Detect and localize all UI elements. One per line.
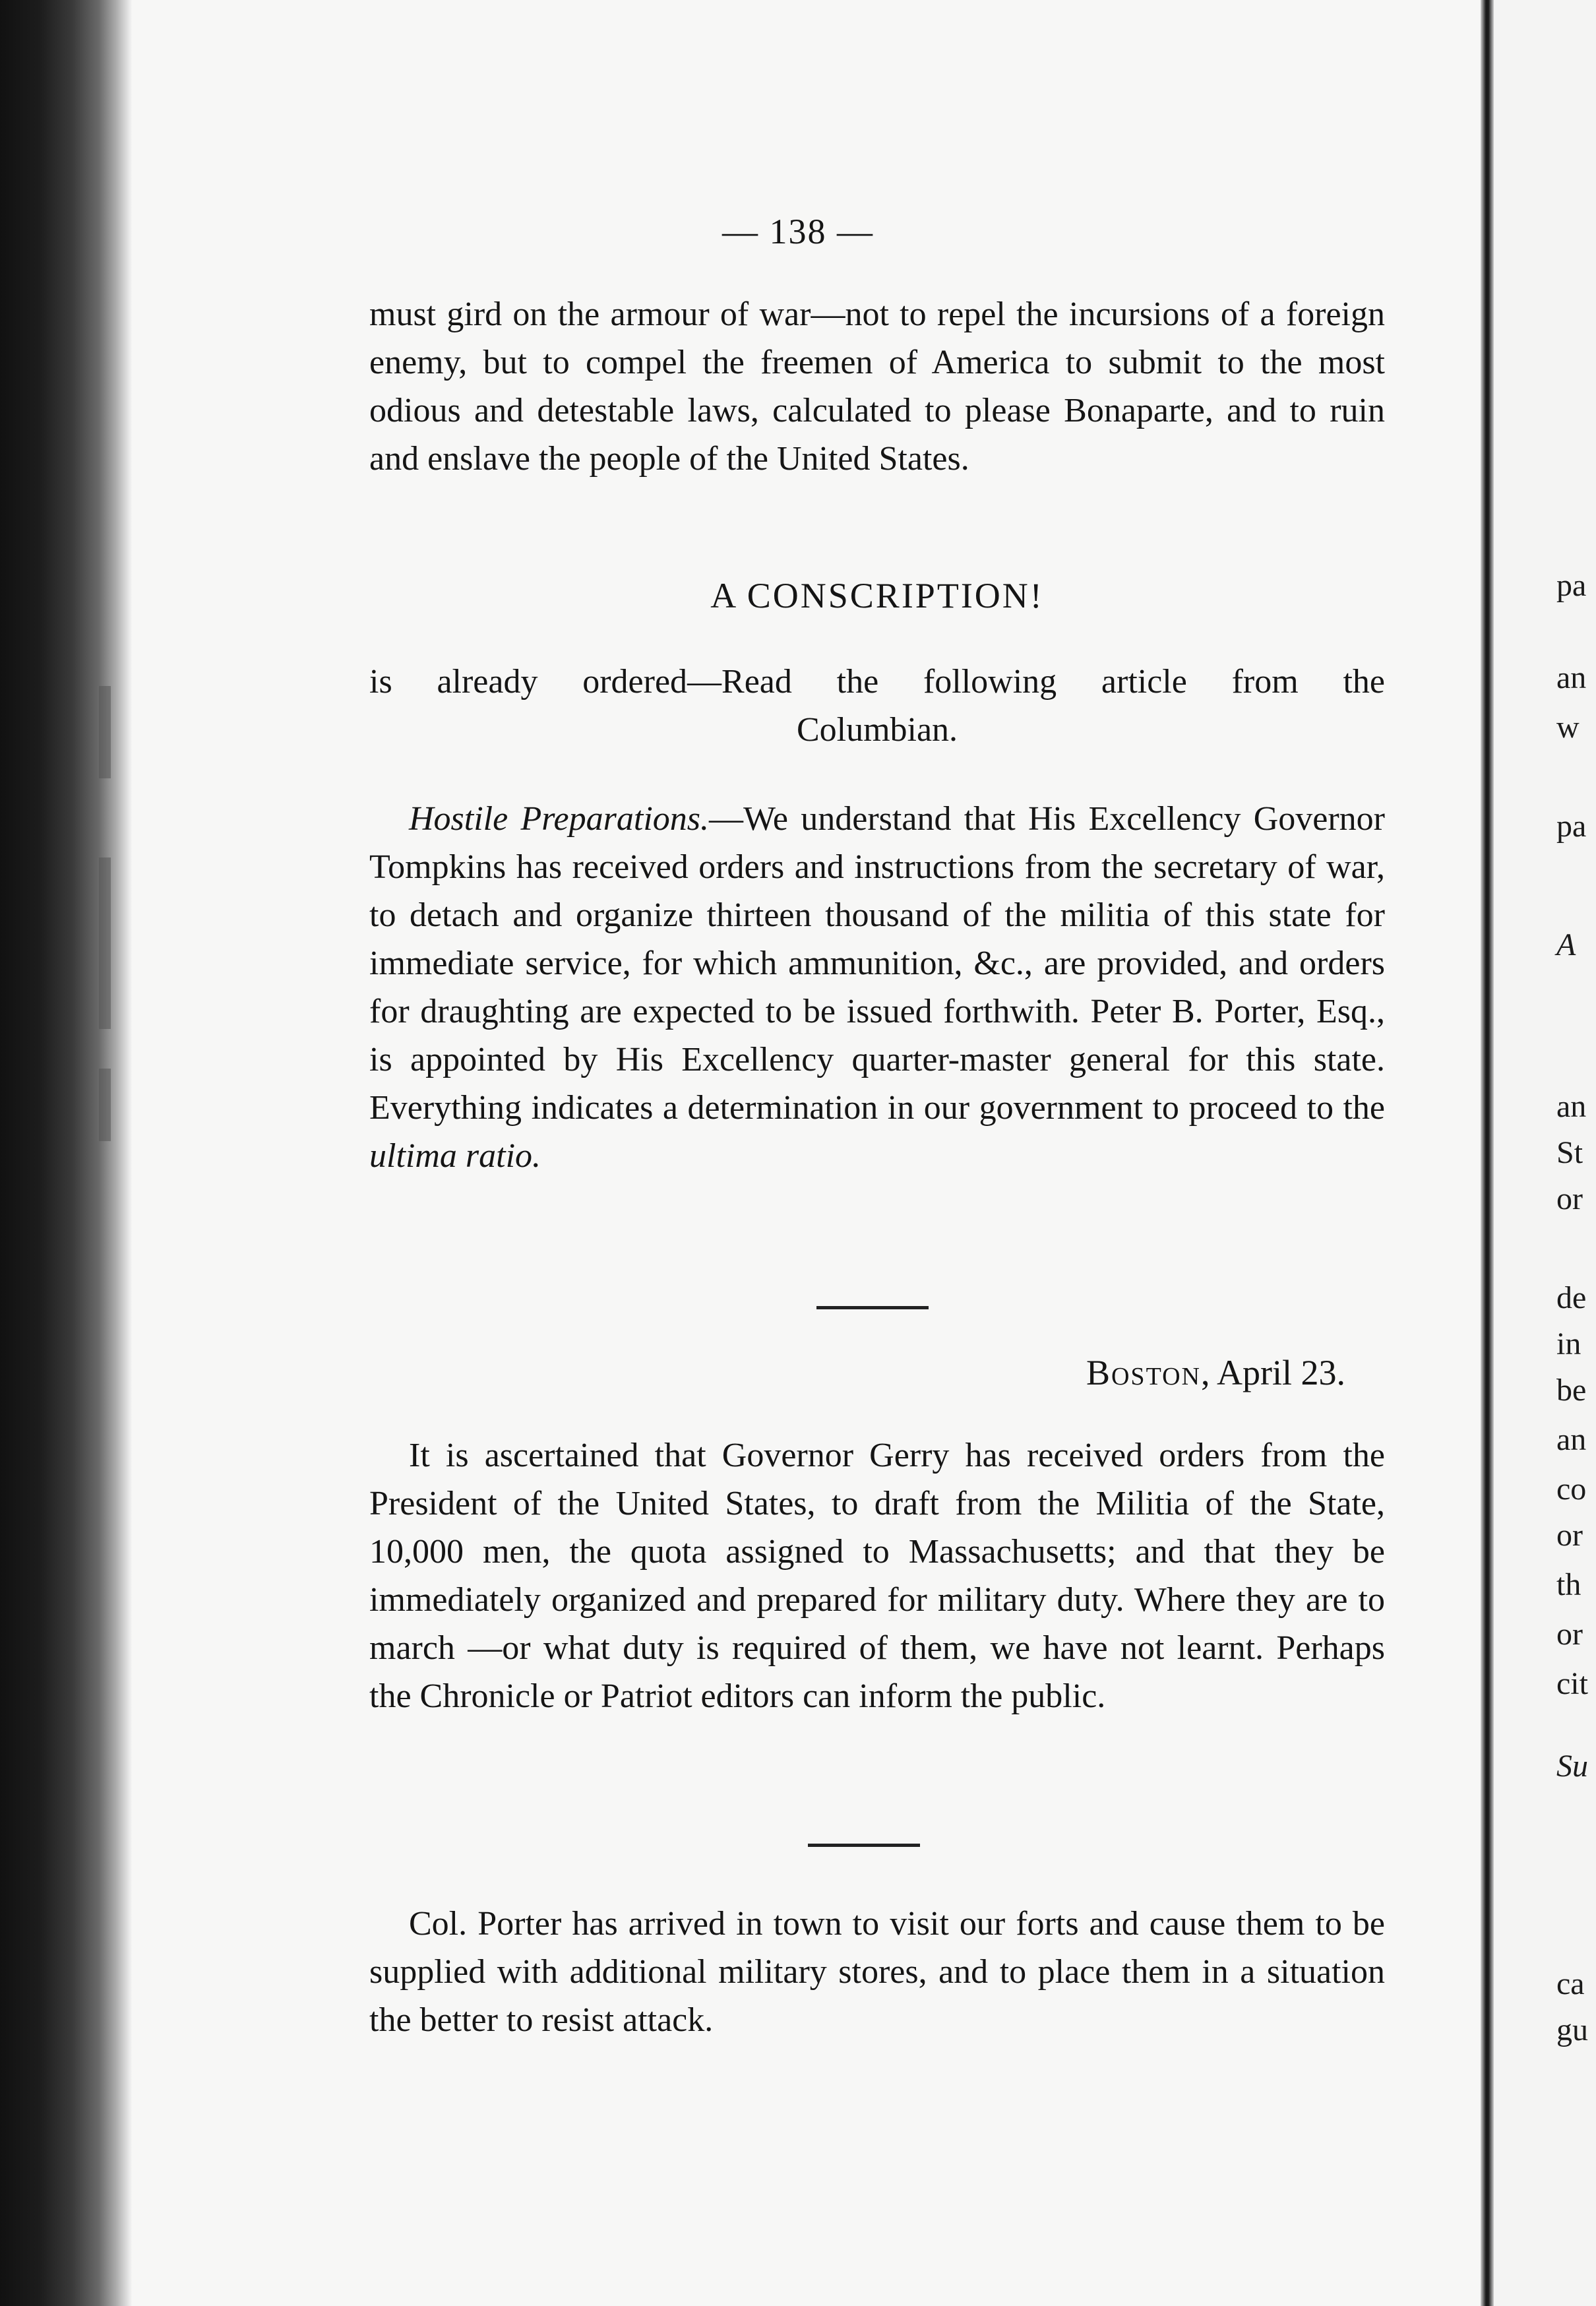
spine-mark bbox=[99, 1069, 111, 1141]
article-title: Hostile Preparations. bbox=[409, 800, 710, 838]
section-rule bbox=[816, 1306, 929, 1309]
page-number: — 138 — bbox=[722, 212, 874, 251]
next-page-fragment: w bbox=[1556, 710, 1580, 745]
next-page-fragment: pa bbox=[1556, 809, 1587, 844]
article-closing: ultima ratio. bbox=[369, 1137, 541, 1175]
next-page-fragment: pa bbox=[1556, 568, 1587, 603]
article-body: —We understand that His Excellency Governor Tompkins has received orders and instructions from the secretary of war, to detach and organize thirteen thousand of the militia of this state for immediate service, for which ammunition, &c., are provided, and orders for draughting are expected to be issued forthwith. Peter B. Porter, Esq., is appointed by His Excellency quarter-master general for this state. Everything indicates a determination in our government to proceed to the bbox=[369, 800, 1385, 1127]
conscription-line: is already ordered—Read the following article from the bbox=[369, 663, 1385, 701]
next-page-fragment: ca bbox=[1556, 1966, 1585, 2001]
dateline bbox=[1086, 1352, 1345, 1393]
next-page-fragment: de bbox=[1556, 1280, 1587, 1315]
paragraph-opening: must gird on the armour of war—not to repel the incursions of a foreign enemy, but to compel the freemen of America to submit to the most odious and detestable laws, calculated to please Bonaparte, and to ruin and enslave the people of the United States. bbox=[369, 296, 1385, 478]
next-page-fragment: co bbox=[1556, 1472, 1587, 1507]
book-spine bbox=[0, 0, 132, 2306]
next-page-fragment: Su bbox=[1556, 1749, 1588, 1784]
next-page-fragment: an bbox=[1556, 660, 1587, 695]
next-page-fragment: or bbox=[1556, 1617, 1583, 1652]
dateline-city: Boston bbox=[1086, 1353, 1201, 1392]
section-rule bbox=[808, 1844, 920, 1847]
paragraph-porter: Col. Porter has arrived in town to visit our forts and cause them to be supplied with additional military stores, and to place them in a situation the better to resist attack. bbox=[369, 1905, 1385, 2039]
next-page-fragment: an bbox=[1556, 1422, 1587, 1457]
next-page-fragment: or bbox=[1556, 1181, 1583, 1216]
next-page-fragment: an bbox=[1556, 1089, 1587, 1124]
hostile-preparations-article bbox=[369, 795, 1385, 1180]
next-page-edge bbox=[1494, 0, 1596, 2306]
dateline-date: , April 23. bbox=[1200, 1353, 1345, 1392]
next-page-fragment: gu bbox=[1556, 2012, 1588, 2047]
next-page-fragment: A bbox=[1556, 927, 1576, 962]
section-heading: A CONSCRIPTION! bbox=[710, 576, 1044, 615]
paragraph-gerry: It is ascertained that Governor Gerry has received orders from the President of the United States, to draft from the Militia of the State, 10,000 men, the quota assigned to Massachusetts; and that they be immediately organized and prepared for military duty. Where they are to march —or what duty is required of them, we have not learnt. Perhaps the Chronicle or Patriot editors can inform the public. bbox=[369, 1437, 1385, 1715]
next-page-fragment: St bbox=[1556, 1135, 1583, 1170]
conscription-intro bbox=[369, 658, 1385, 754]
page-divider bbox=[1481, 0, 1494, 2306]
next-page-fragment: or bbox=[1556, 1518, 1583, 1553]
spine-mark bbox=[99, 857, 111, 1029]
next-page-fragment: cit bbox=[1556, 1666, 1588, 1701]
spine-mark bbox=[99, 686, 111, 778]
next-page-fragment: be bbox=[1556, 1373, 1587, 1408]
next-page-fragment: in bbox=[1556, 1326, 1581, 1361]
conscription-source: Columbian. bbox=[796, 711, 958, 749]
next-page-fragment: th bbox=[1556, 1567, 1581, 1602]
